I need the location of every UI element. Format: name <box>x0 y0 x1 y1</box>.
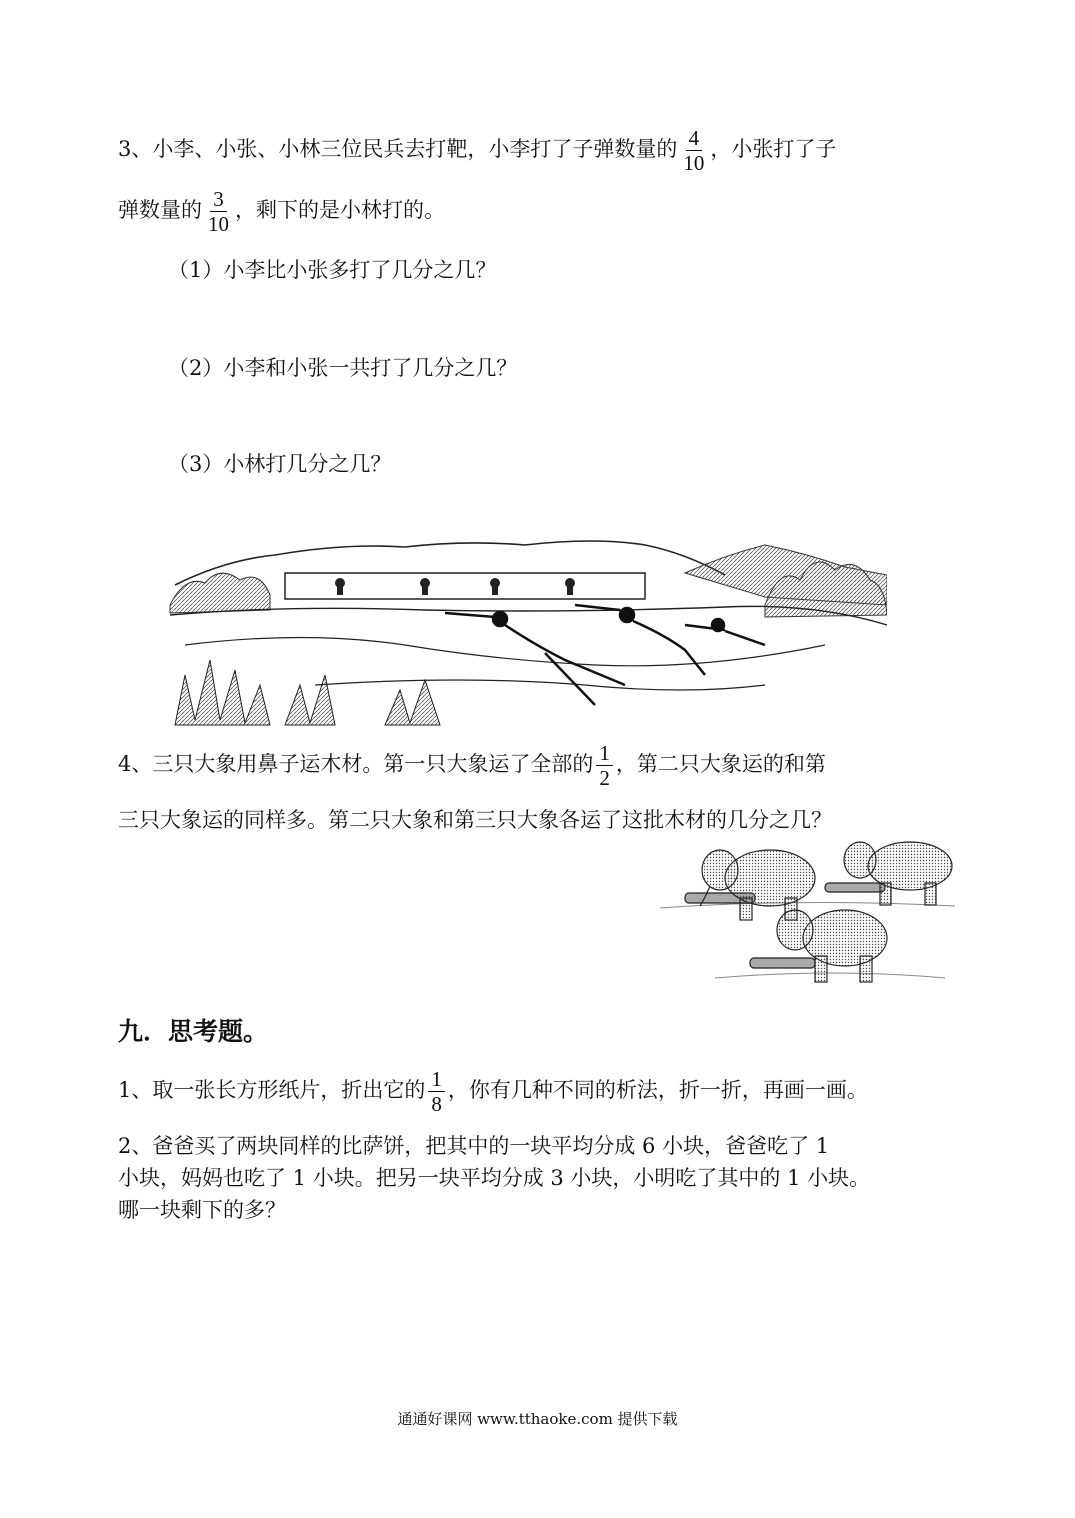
fraction-three-tenths: $\frac{3}{10}$ <box>208 187 229 237</box>
q3-text-1: 3、小李、小张、小林三位民兵去打靶，小李打了子弹数量的 <box>118 137 678 162</box>
section-heading: 九．思考题。 <box>118 1017 269 1046</box>
s9-q1-text-2: ，你有几种不同的析法，折一折，再画一画。 <box>447 1078 868 1103</box>
fraction-four-tenths: $\frac{4}{10}$ <box>683 126 705 176</box>
page-footer: 通通好课网 www.tthaoke.com 提供下载 <box>397 1410 678 1428</box>
q3-text-2: ，小张打了子 <box>710 137 837 162</box>
s9-q1-text-1: 1、取一张长方形纸片，折出它的 <box>118 1078 426 1103</box>
q3-sub-2: （2）小李和小张一共打了几分之几？ <box>168 356 518 380</box>
fraction-one-half: $\frac{1}{2}$ <box>596 742 613 789</box>
q4-line-1 <box>118 742 826 789</box>
q3-sub-1: （1）小李比小张多打了几分之几？ <box>168 258 497 282</box>
shooting-range-illustration <box>165 535 887 727</box>
q3-sub-3: （3）小林打几分之几？ <box>168 452 392 476</box>
q3-line-2 <box>118 188 445 235</box>
q4-line-2: 三只大象运的同样多。第二只大象和第三只大象各运了这批木材的几分之几？ <box>118 808 832 832</box>
fraction-one-eighth: $\frac{1}{8}$ <box>428 1068 445 1115</box>
s9-q2-line-1: 2、爸爸买了两块同样的比萨饼，把其中的一块平均分成 6 小块，爸爸吃了 1 <box>118 1134 830 1158</box>
s9-q2-line-3: 哪一块剩下的多？ <box>118 1198 286 1222</box>
elephants-carrying-logs-illustration <box>655 838 965 998</box>
s9-q2-line-2: 小块，妈妈也吃了 1 小块。把另一块平均分成 3 小块，小明吃了其中的 1 小块。 <box>118 1166 871 1190</box>
q4-text-1: 4、三只大象用鼻子运木材。第一只大象运了全部的 <box>118 752 594 777</box>
q3-text-3: 弹数量的 <box>118 198 202 223</box>
q3-text-4: ，剩下的是小林打的。 <box>235 198 445 223</box>
q4-text-2: ，第二只大象运的和第 <box>615 752 826 777</box>
q3-line-1 <box>118 127 836 174</box>
s9-q1-line <box>118 1068 868 1115</box>
